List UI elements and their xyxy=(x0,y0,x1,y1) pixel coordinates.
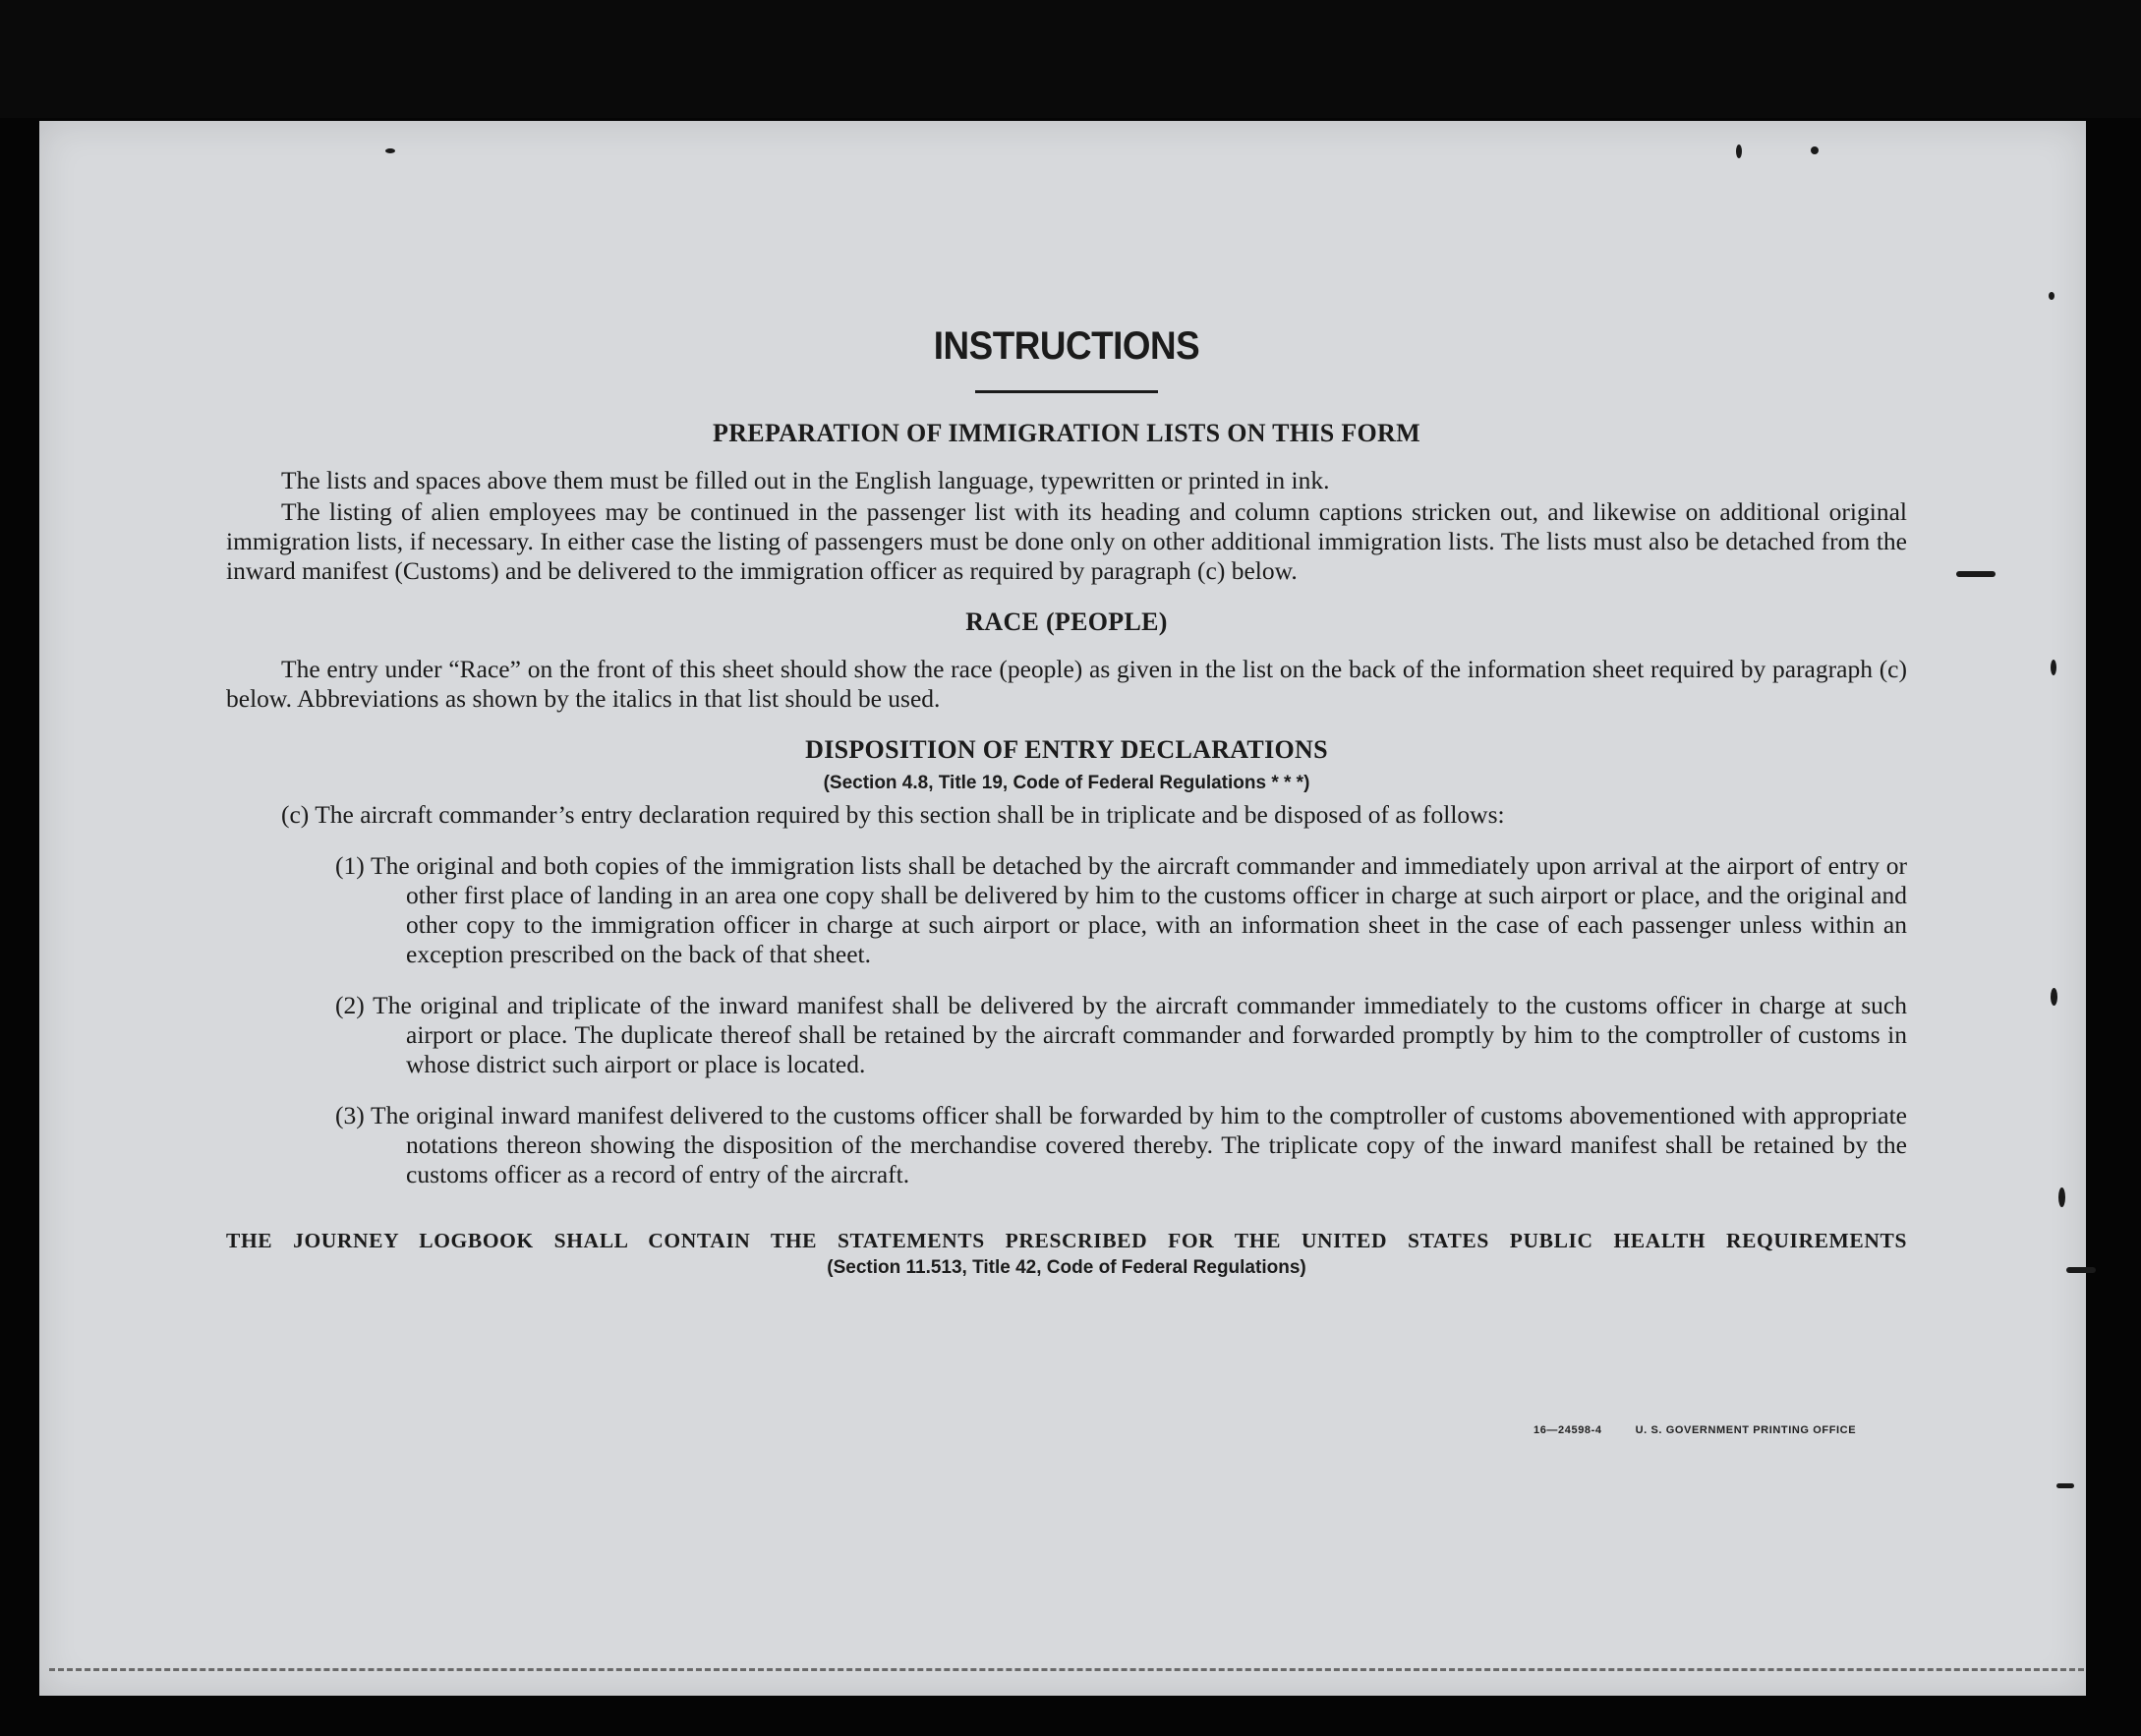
scan-speck xyxy=(2051,660,2056,675)
scan-speck xyxy=(2049,292,2054,300)
disposition-citation: (Section 4.8, Title 19, Code of Federal Regulations * * *) xyxy=(823,773,1310,793)
preparation-heading: PREPARATION OF IMMIGRATION LISTS ON THIS FORM xyxy=(713,419,1420,447)
scan-speck xyxy=(1811,146,1819,154)
scan-speck xyxy=(1736,145,1742,158)
scan-speck xyxy=(2051,988,2057,1006)
disposition-intro: (c) The aircraft commander’s entry declaration required by this section shall be in triplicate and be disposed of as follows: xyxy=(281,800,1505,829)
printer-imprint xyxy=(1533,1424,1856,1436)
disposition-item-3: (3) The original inward manifest delivered to the customs officer shall be forwarded by him to the comptroller of customs abovementioned with appropriate notations thereon showing the disposition of the merchandise covered thereby. The triplicate copy of the inward manifest shall be retained by the customs officer as a record of entry of the aircraft. xyxy=(335,1101,1907,1188)
preparation-paragraph-1: The lists and spaces above them must be filled out in the English language, typewritten or printed in ink. xyxy=(281,466,1330,494)
printing-office: U. S. GOVERNMENT PRINTING OFFICE xyxy=(1635,1424,1857,1436)
disposition-item-1: (1) The original and both copies of the immigration lists shall be detached by the aircraft commander and immediately upon arrival at the airport of entry or other first place of landing in an area one copy shall be delivered by him to the customs officer in charge at such airport or place, and the original and other copy to the immigration officer in charge at such airport or place, with an information sheet in the case of each passenger unless within an exception prescribed on the back of that sheet. xyxy=(335,851,1907,968)
scan-speck xyxy=(385,148,395,153)
scan-speck xyxy=(2066,1267,2096,1273)
instructions-content xyxy=(226,324,1907,1279)
form-number: 16—24598-4 xyxy=(1533,1424,1602,1436)
scan-speck xyxy=(2056,1483,2074,1488)
disposition-heading: DISPOSITION OF ENTRY DECLARATIONS xyxy=(805,735,1328,764)
scan-speck xyxy=(1956,571,1996,577)
page-title: INSTRUCTIONS xyxy=(933,324,1200,368)
preparation-paragraph-2: The listing of alien employees may be continued in the passenger list with its heading and column captions stricken out, and likewise on additional original immigration lists, if necessary. In either case the listing of passengers must be done only on other additional immigration lists. The lists must also be detached from the inward manifest (Customs) and be delivered to the immigration officer as required by paragraph (c) below. xyxy=(226,497,1907,585)
scan-background xyxy=(0,0,2141,118)
logbook-heading: THE JOURNEY LOGBOOK SHALL CONTAIN THE STATEMENTS PRESCRIBED FOR THE UNITED STATES PUBLIC HEALTH REQUIREMENTS xyxy=(226,1229,1907,1252)
logbook-citation: (Section 11.513, Title 42, Code of Federal Regulations) xyxy=(827,1257,1306,1278)
race-paragraph: The entry under “Race” on the front of this sheet should show the race (people) as given in the list on the back of the information sheet required by paragraph (c) below. Abbreviations as shown by the italics in that list should be used. xyxy=(226,655,1907,713)
page-edge-divider xyxy=(49,1668,2084,1671)
scan-speck xyxy=(2058,1187,2065,1207)
race-heading: RACE (PEOPLE) xyxy=(965,608,1168,636)
disposition-item-2: (2) The original and triplicate of the inward manifest shall be delivered by the aircraft commander immediately to the customs officer in charge at such airport or place. The duplicate thereof shall be retained by the aircraft commander and forwarded promptly by him to the comptroller of customs in whose district such airport or place is located. xyxy=(335,991,1907,1078)
